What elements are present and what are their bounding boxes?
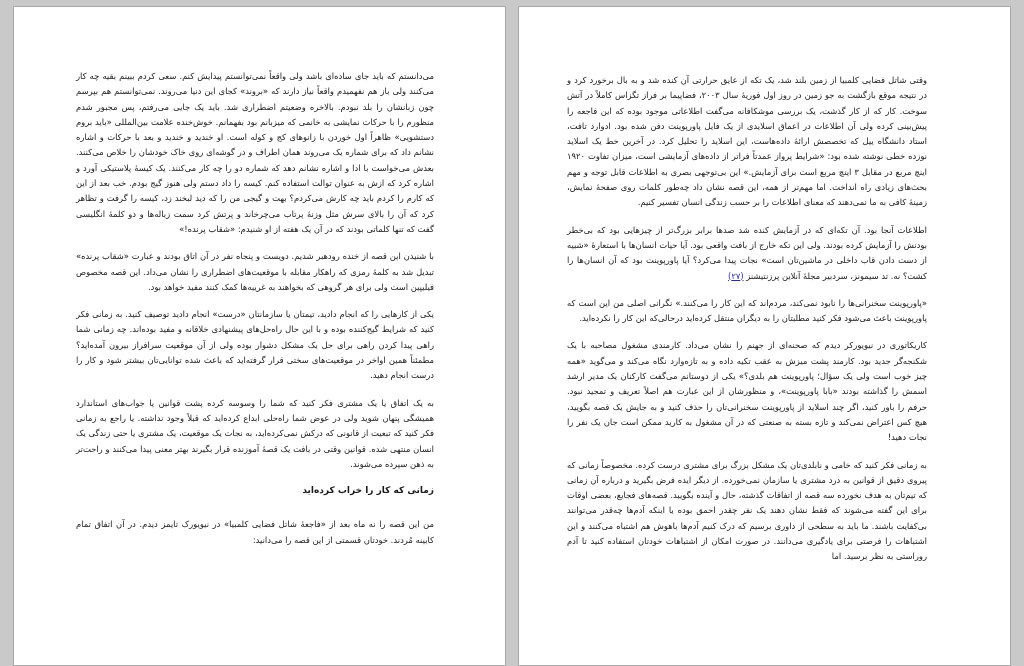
paragraph: با شنیدن این قصه از خنده رودهبر شدیم. دویست و پنجاه نفر در آن اتاق بودند و عبارت «شقاب پرنده» تبدیل شد به کلمهٔ رمزی که راهکار مقابله با موقعیت‌های اضطراری را نشان می‌داد. این قصه مخصوص فیلیپین است ولی برای هر گروهی که بخواهند به غریبه‌ها کمک کنند مفید خواهد بود.: [76, 251, 434, 292]
section-heading: زمانی که کار را خراب کرده‌اید: [302, 486, 434, 497]
citation-link[interactable]: (۲۷): [728, 270, 744, 281]
paragraph: وقتی شاتل فضایی کلمبیا از زمین بلند شد، یک تکه از عایق حرارتی آن کنده شد و به بال برخورد کرد و در نتیجه موقع بازگشت به جو زمین در روز اول فوریهٔ سال ۲۰۰۳، فضاپیما بر فراز تگزاس کاملاً در آتش سوخت. کار که از کار گذشت، یک بررسی موشکافانه می‌گفت اطلاعاتی موجود بوده که این فاجعه را پیش‌بینی کرده ولی آن اطلاعات در اعماق اسلایدی از یک فایل پاورپوینت دفن شده بود. ادوارد تافت، استاد دانشگاه ییل که تخصصش ارائهٔ داده‌هاست، این اسلاید را تحلیل کرد. در آخرین خط یک اسلاید نوزده خطی نوشته شده بود: «شرایط پرواز عمدتاً فراتر از داده‌های آزمایشی است، میزان تفاوت ۱۹۲۰ اینچ مربع در مقابل ۳ اینچ مربع است برای آزمایش.» این بی‌توجهی بصری به اطلاعات قابل توجه و مهم بحث‌های زیادی راه انداخت. اما مهم‌تر از همه، این قصه نشان داد چه‌طور کلمات روی صفحهٔ نمایش، زمینهٔ کافی به ما نمی‌دهند که معنای اطلاعات را بر حسب زندگی انسان تفسیر کنیم.: [567, 75, 928, 208]
page-right-text-column: [567, 73, 927, 577]
paragraph-with-citation: [567, 223, 927, 284]
page-left-text-column: [76, 69, 434, 560]
paragraph: به یک اتفاق یا یک مشتری فکر کنید که شما را وسوسه کرده پشت قوانین یا جواب‌های استاندارد همیشگی پنهان شوید ولی در عوض شما راه‌حلی ابداع کرده‌اید که قبلاً وجود نداشته. یا راجع به زمانی فکر کنید که تبعیت از قانونی که درکش نمی‌کرده‌اید، به نجات یک موقعیت، یک مشتری یا حتی زندگی یک انسان منتهی شده. قوانین وقتی در بافت یک قصهٔ آموزنده قرار بگیرند بهتر معنی پیدا می‌کنند و راحت‌تر به ذهن سپرده می‌شوند.: [76, 397, 434, 469]
paragraph: یکی از کارهایی را که انجام دادید، تیمتان یا سازمانتان «درست» انجام دادید توصیف کنید. به زمانی فکر کنید که شرایط گیج‌کننده بوده و با این حال راه‌حل‌های پیشنهادی خلاقانه و مفید بوده‌اند. چه زمانی شما راهی پیدا کردن راهی برای حل یک مشکل دشوار بوده ولی از آن موقعیت سرافراز بیرون آمده‌اید؟ مطمئناً همین اواخر در موقعیت‌های سختی قرار گرفته‌اید که باعث شده توانایی‌تان بیشتر شود و کار را درست انجام دهید.: [76, 309, 434, 381]
document-page-left: [13, 6, 506, 666]
paragraph: «پاورپوینت سخنرانی‌ها را نابود نمی‌کند، مردم‌اند که این کار را می‌کنند.» نگرانی اصلی من این است که پاورپوینت باعث می‌شود فکر کنید مطلبتان را به دیگران منتقل کرده‌اید درحالی‌که این کار را نکرده‌اید.: [567, 297, 927, 324]
document-page-right: [518, 6, 1011, 666]
paragraph: من این قصه را نه ماه بعد از «فاجعهٔ شاتل فضایی کلمبیا» در نیویورک تایمز دیدم. در آن اتفاق تمام کابینه مُردند. خودتان قسمتی از این قصه را می‌دانید:: [76, 519, 434, 545]
paragraph: کاریکاتوری در نیویورکر دیدم که صحنه‌ای از جهنم را نشان می‌داد. کارمندی مشغول مصاحبه با یک شکنجه‌گر جدید بود. کارمند پشت میزش به عقب تکیه داده و به تازه‌وارد نگاه می‌کند و می‌گوید «همه چیز خوب است ولی یک سؤال؛ پاورپوینت هم بلدی؟» یکی از دوستانم می‌گفت کارکنان یک مدیر ارشد اسمش را گذاشته بودند «بابا پاورپوینت»، و منظورشان از این عبارت هم اصلاً تعریف و تمجید نبود. حرفم را باور کنید، اگر چند اسلاید از پاورپوینت سخنرانی‌تان را حذف کنید و به جایش یک قصه بگویید، هیچ کس اعتراض نمی‌کند و تازه بسته به صنعتی که در آن مشغول به کارید ممکن است جان یک نفر را نجات دهید!: [567, 340, 927, 443]
paragraph: به زمانی فکر کنید که خامی و نابلدی‌تان یک مشکل بزرگ برای مشتری درست کرده. مخصوصاً زمانی که پیروی دقیق از قوانین به درد مشتری یا سازمان نمی‌خورده. از دیگر ایده فرض بگیرید و درباره آن زمانی که تیم‌تان به هدف نخورده سه قصه از اتفاقات گذشته، حال و آینده بگویید. قصه‌های فجایع، بعضی اوقات برای این گفته می‌شوند که فقط نشان دهند یک نفر چقدر احمق بوده یا اینکه آدم‌ها چه‌قدر می‌توانند بی‌کفایت باشند. ما باید به سطحی از داوری برسیم که درک کنیم آدم‌ها باهوش هم اشتباه می‌کنند و این اشتباهات را فرصتی برای یادگیری می‌دانند. در صورت امکان از اشتباهات خودتان استفاده کنید تا آدم روراستی به نظر برسید. اما: [567, 459, 927, 562]
paragraph: می‌دانستم که باید جای ساده‌ای باشد ولی واقعاً نمی‌توانستم پیدایش کنم. سعی کردم ببینم بقیه چه کار می‌کنند ولی باز هم نفهمیدم واقعاً نیاز دارند که «بروند» کجای این دنیا می‌روند. نمی‌توانستم هم بپرسم چون زبانشان را بلد نبودم. بالاخره وضعیتم اضطراری شد. باید یک جایی می‌رفتم، پس مجبور شدم منظورم را با حرکات نمایشی به خانمی که میزبانم بود بفهمانم. خوش‌خنده علامت بین‌المللی «باید بروم دستشویی» ظاهراً اول خوردن با زانوهای کج و کوله است. او خندید و خندید و بعد با حرکات و اشاره نشانم داد که برای شماره یک می‌روند همان اطراف و در گوشه‌ای روی خاک خودشان را خلاص می‌کنند. بعدش می‌خواست با ادا و اشاره نشانم دهد که شماره دو را چه کار می‌کنند. یک کیسهٔ پلاستیکی آورد و اشاره کرد که ازش به عنوان توالت استفاده کنم. کیسه را داد دستم ولی هنوز گیج بودم. خب بعد از این که کارم را کردم باید چه کارش می‌کردم؟ بهت و گیجی من را که دید لبخند زد، کیسه را گرفت و تظاهر کرد که آن را بالای سرش مثل وزنهٔ پرتاب می‌چرخاند و پرتش کرد سمت زباله‌ها و دو کلمهٔ انگلیسی گفت که تنها کلماتی بودند که در آن یک هفته از او شنیدم: «شقاب پرنده!»: [76, 71, 434, 234]
paragraph-text: اطلاعات آنجا بود. آن تکه‌ای که در آزمایش کنده شد صدها برابر بزرگ‌تر از چیزهایی بود که بی‌خطر بودنش را آزمایش کرده بودند. ولی این تکه خارج از بافت واقعی بود. آیا حیات انسان‌ها با استعارهٔ «شبیه از دست دادن قاب داخلی در ماشین‌تان است» نجات پیدا می‌کرد؟ آیا پاورپوینت بود که آن انسان‌ها را کشت؟ نه. تد سیمونز، سردبیر مجلهٔ آنلاین پرزنتیشنز: [567, 224, 927, 281]
